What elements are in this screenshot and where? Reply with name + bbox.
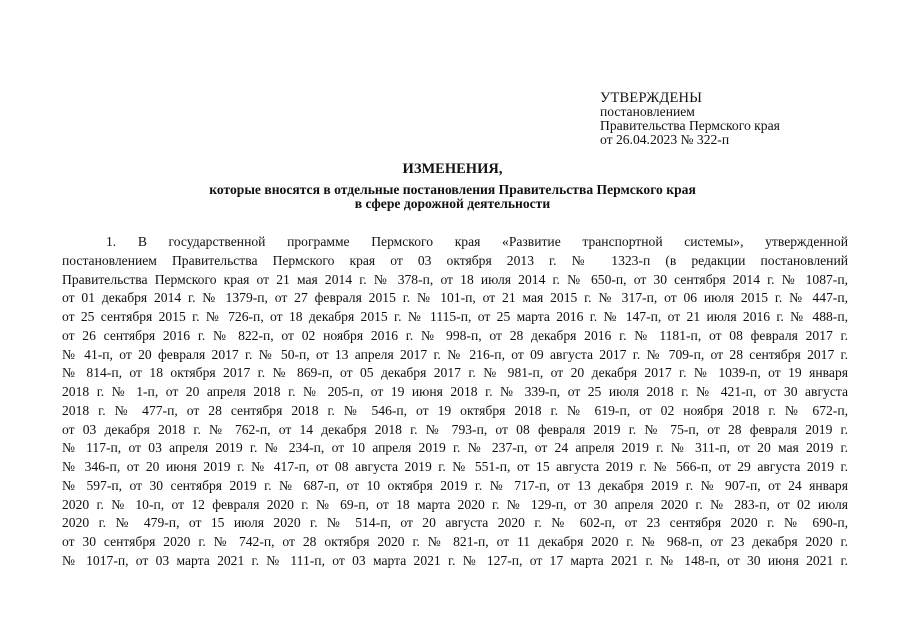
body-line: 2020 г. № 479-п, от 15 июля 2020 г. № 514-п, от 20 августа 2020 г. № 602-п, от 23 сентября 2020 г. № 690-п, [62, 515, 848, 531]
body-line: № 117-п, от 03 апреля 2019 г. № 234-п, от 10 апреля 2019 г. № 237-п, от 24 апреля 2019 г. № 311-п, от 20 мая 2019 г. [62, 440, 848, 456]
body-line: от 01 декабря 2014 г. № 1379-п, от 27 февраля 2015 г. № 101-п, от 21 мая 2015 г. № 317-п, от 06 июля 2015 г. № 447-п, [62, 290, 848, 306]
body-line: № 597-п, от 30 сентября 2019 г. № 687-п, от 10 октября 2019 г. № 717-п, от 13 декабря 2019 г. № 907-п, от 24 января [62, 477, 848, 493]
approval-word: УТВЕРЖДЕНЫ [600, 90, 703, 106]
body-line: 2018 г. № 1-п, от 20 апреля 2018 г. № 205-п, от 19 июня 2018 г. № 339-п, от 25 июля 2018 г. № 421-п, от 30 августа [62, 384, 848, 399]
approval-line-1: постановлением [600, 104, 695, 119]
body-line: Правительства Пермского края от 21 мая 2014 г. № 378-п, от 18 июля 2014 г. № 650-п, от 30 сентября 2014 г. № 1087-п, [62, 271, 848, 287]
body-line: от 25 сентября 2015 г. № 726-п, от 18 декабря 2015 г. № 1115-п, от 25 марта 2016 г. № 147-п, от 21 июля 2016 г. № 488-п, [62, 309, 848, 324]
body-line: 2018 г. № 477-п, от 28 сентября 2018 г. № 546-п, от 19 октября 2018 г. № 619-п, от 02 ноября 2018 г. № 672-п, [62, 402, 848, 418]
approval-block [600, 91, 780, 147]
body-line: от 03 декабря 2018 г. № 762-п, от 14 декабря 2018 г. № 793-п, от 08 февраля 2019 г. № 75-п, от 28 февраля 2019 г. [62, 421, 848, 437]
body-line: № 41-п, от 20 февраля 2017 г. № 50-п, от 13 апреля 2017 г. № 216-п, от 09 августа 2017 г. № 709-п, от 28 сентября 2017 г. [62, 346, 848, 362]
document-subtitle [0, 183, 905, 211]
body-line: № 346-п, от 20 июня 2019 г. № 417-п, от 08 августа 2019 г. № 551-п, от 15 августа 2019 г. № 566-п, от 29 августа 2019 г. [62, 459, 848, 474]
body-line: от 30 сентября 2020 г. № 742-п, от 28 октября 2020 г. № 821-п, от 11 декабря 2020 г. № 968-п, от 23 декабря 2020 г. [62, 534, 848, 549]
body-line: № 1017-п, от 03 марта 2021 г. № 111-п, от 03 марта 2021 г. № 127-п, от 17 марта 2021 г. № 148-п, от 30 июня 2021 г. [62, 552, 848, 568]
body-paragraph [62, 233, 848, 571]
approval-line-2: Правительства Пермского края [600, 118, 780, 133]
body-line: постановлением Правительства Пермского края от 03 октября 2013 г. № 1323-п (в редакции постановлений [62, 252, 848, 268]
body-line: 2020 г. № 10-п, от 12 февраля 2020 г. № 69-п, от 18 марта 2020 г. № 129-п, от 30 апреля 2020 г. № 283-п, от 02 июля [62, 496, 848, 512]
subtitle-line-1: которые вносятся в отдельные постановления Правительства Пермского края [209, 182, 696, 197]
document-title: ИЗМЕНЕНИЯ, [402, 161, 503, 177]
body-line: от 26 сентября 2016 г. № 822-п, от 02 ноября 2016 г. № 998-п, от 28 декабря 2016 г. № 1181-п, от 08 февраля 2017 г. [62, 327, 848, 343]
body-line: 1. В государственной программе Пермского края «Развитие транспортной системы», утвержденной [106, 234, 848, 249]
approval-line-3: от 26.04.2023 № 322-п [600, 132, 730, 147]
body-line: № 814-п, от 18 октября 2017 г. № 869-п, от 05 декабря 2017 г. № 981-п, от 20 декабря 2017 г. № 1039-п, от 19 января [62, 365, 848, 381]
subtitle-line-2: в сфере дорожной деятельности [354, 196, 551, 211]
